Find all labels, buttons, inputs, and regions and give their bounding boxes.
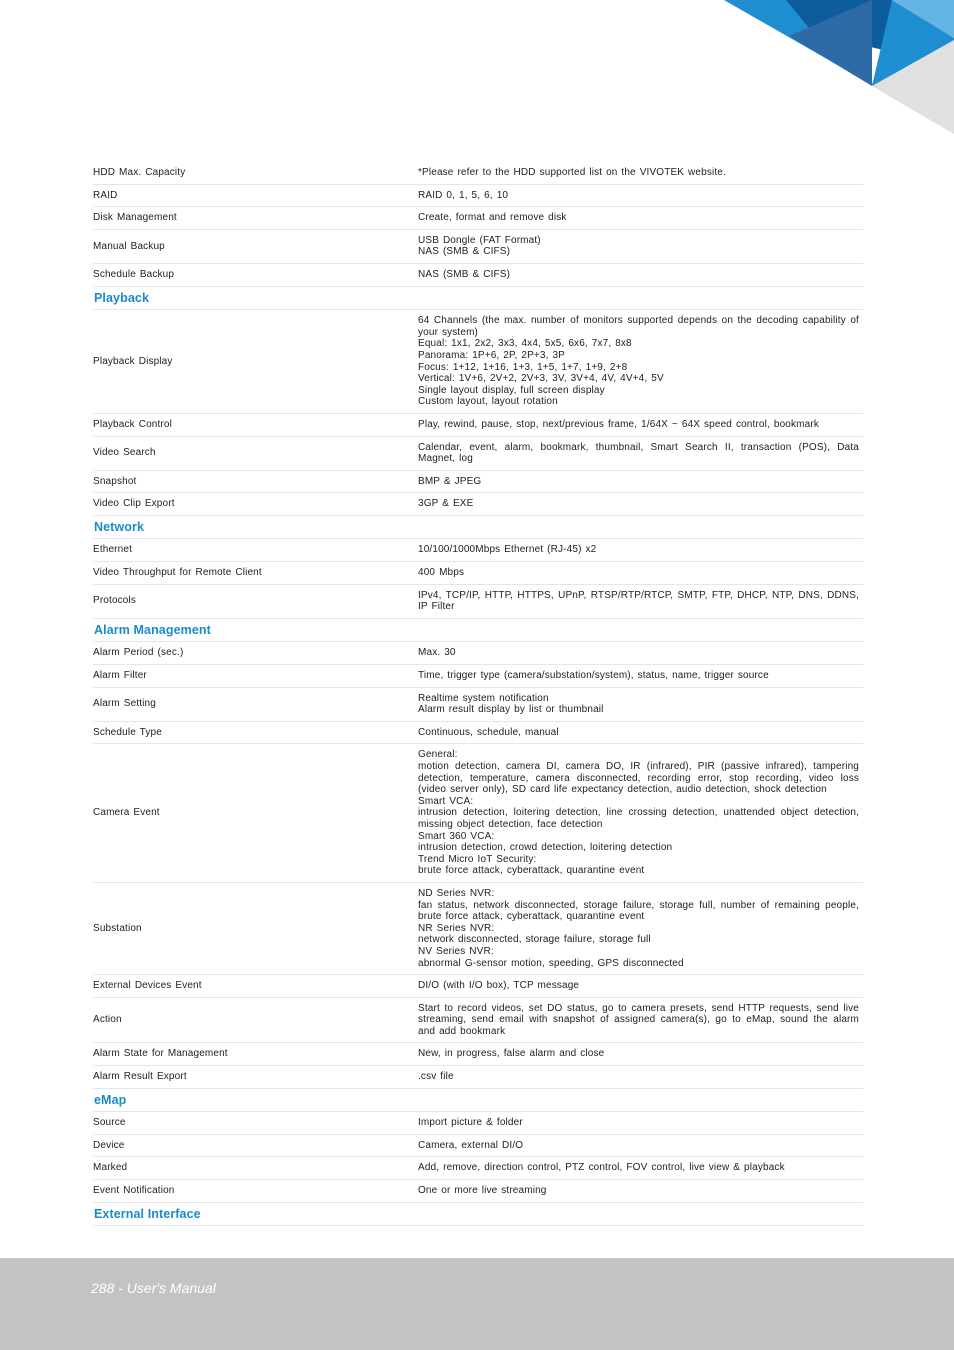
spec-value-line: BMP & JPEG — [418, 475, 482, 487]
spec-value-line: USB Dongle (FAT Format) — [418, 234, 541, 246]
spec-value — [418, 562, 863, 585]
spec-value-line: abnormal G-sensor motion, speeding, GPS disconnected — [418, 957, 684, 969]
spec-value — [418, 310, 863, 414]
spec-value — [418, 413, 863, 436]
spec-row — [93, 184, 863, 207]
spec-value — [418, 665, 863, 688]
spec-value — [418, 687, 863, 721]
spec-value-line: RAID 0, 1, 5, 6, 10 — [418, 189, 509, 201]
spec-value — [418, 470, 863, 493]
spec-row — [93, 539, 863, 562]
spec-value-line: Alarm result display by list or thumbnail — [418, 704, 604, 716]
spec-value-line: New, in progress, false alarm and close — [418, 1048, 605, 1060]
spec-value-line: Camera, external DI/O — [418, 1139, 524, 1151]
spec-row — [93, 1043, 863, 1066]
spec-value — [418, 1066, 863, 1089]
spec-value — [418, 721, 863, 744]
spec-value-line: Max. 30 — [418, 647, 456, 659]
spec-value-line: 3GP & EXE — [418, 498, 474, 510]
spec-value — [418, 1157, 863, 1180]
spec-row — [93, 470, 863, 493]
spec-value — [418, 184, 863, 207]
spec-value — [418, 584, 863, 618]
spec-label: Substation — [93, 882, 418, 974]
spec-value-line: Add, remove, direction control, PTZ control, FOV control, live view & playback — [418, 1162, 785, 1174]
spec-value-line: Single layout display, full screen display — [418, 384, 605, 396]
spec-row — [93, 562, 863, 585]
spec-label: Video Throughput for Remote Client — [93, 562, 418, 585]
spec-value-line: Trend Micro IoT Security: — [418, 853, 537, 865]
spec-label: Ethernet — [93, 539, 418, 562]
spec-value — [418, 1180, 863, 1203]
section-title: eMap — [93, 1088, 863, 1112]
spec-label: Camera Event — [93, 744, 418, 883]
spec-row — [93, 882, 863, 974]
spec-row — [93, 665, 863, 688]
spec-row — [93, 229, 863, 263]
section-header — [93, 618, 863, 642]
spec-value-line: NV Series NVR: — [418, 945, 494, 957]
spec-label: Alarm Period (sec.) — [93, 642, 418, 665]
spec-row — [93, 493, 863, 516]
spec-value — [418, 744, 863, 883]
spec-value — [418, 1043, 863, 1066]
spec-label: Alarm State for Management — [93, 1043, 418, 1066]
spec-value-line: Panorama: 1P+6, 2P, 2P+3, 3P — [418, 349, 566, 361]
spec-value-line: Time, trigger type (camera/substation/system), status, name, trigger source — [418, 670, 769, 682]
spec-value-line: General: — [418, 749, 458, 761]
spec-label: Schedule Backup — [93, 263, 418, 286]
spec-value — [418, 1112, 863, 1135]
spec-value-line: intrusion detection, crowd detection, loitering detection — [418, 842, 673, 854]
footer-bar — [0, 1258, 954, 1350]
spec-row — [93, 207, 863, 230]
spec-value-line: network disconnected, storage failure, storage full — [418, 934, 651, 946]
spec-value-line: brute force attack, cyberattack, quarantine event — [418, 865, 645, 877]
spec-label: Manual Backup — [93, 229, 418, 263]
section-header — [93, 515, 863, 539]
spec-value-line: Create, format and remove disk — [418, 212, 567, 224]
spec-value — [418, 1134, 863, 1157]
spec-label: Alarm Filter — [93, 665, 418, 688]
spec-row — [93, 310, 863, 414]
spec-label: Playback Control — [93, 413, 418, 436]
spec-value — [418, 207, 863, 230]
spec-value-line: NAS (SMB & CIFS) — [418, 246, 511, 258]
spec-value-line: IPv4, TCP/IP, HTTP, HTTPS, UPnP, RTSP/RTP/RTCP, SMTP, FTP, DHCP, NTP, DNS, DDNS, IP Filter — [418, 589, 859, 613]
spec-value-line: *Please refer to the HDD supported list on the VIVOTEK website. — [418, 167, 726, 178]
spec-value-line: Equal: 1x1, 2x2, 3x3, 4x4, 5x5, 6x6, 7x7, 8x8 — [418, 338, 632, 350]
spec-label: Disk Management — [93, 207, 418, 230]
spec-row — [93, 1066, 863, 1089]
spec-value-line: Smart 360 VCA: — [418, 830, 495, 842]
spec-table — [93, 162, 863, 1226]
spec-label: Alarm Setting — [93, 687, 418, 721]
spec-value-line: Import picture & folder — [418, 1117, 523, 1129]
spec-row — [93, 744, 863, 883]
spec-value-line: Smart VCA: — [418, 795, 474, 807]
spec-label: Video Clip Export — [93, 493, 418, 516]
spec-value — [418, 436, 863, 470]
spec-value-line: DI/O (with I/O box), TCP message — [418, 980, 580, 992]
page-number-label: 288 - User's Manual — [91, 1280, 216, 1296]
spec-value — [418, 539, 863, 562]
spec-value-line: NR Series NVR: — [418, 922, 495, 934]
corner-decoration — [714, 0, 954, 140]
spec-label: RAID — [93, 184, 418, 207]
spec-value-line: Calendar, event, alarm, bookmark, thumbnail, Smart Search II, transaction (POS), Data Magnet, log — [418, 441, 859, 465]
spec-value — [418, 975, 863, 998]
spec-row — [93, 1134, 863, 1157]
spec-value-line: .csv file — [418, 1071, 454, 1083]
spec-value — [418, 493, 863, 516]
spec-label: Protocols — [93, 584, 418, 618]
spec-value — [418, 997, 863, 1043]
spec-label: Device — [93, 1134, 418, 1157]
spec-label: Action — [93, 997, 418, 1043]
section-header — [93, 1202, 863, 1226]
spec-label: Alarm Result Export — [93, 1066, 418, 1089]
section-header — [93, 1088, 863, 1112]
spec-value-line: Continuous, schedule, manual — [418, 726, 559, 738]
spec-value-line: Vertical: 1V+6, 2V+2, 2V+3, 3V, 3V+4, 4V, 4V+4, 5V — [418, 373, 664, 385]
section-title: External Interface — [93, 1202, 863, 1226]
spec-row — [93, 162, 863, 184]
spec-value — [418, 642, 863, 665]
spec-value-line: ND Series NVR: — [418, 887, 495, 899]
section-title: Network — [93, 515, 863, 539]
spec-label: Source — [93, 1112, 418, 1135]
section-title: Playback — [93, 286, 863, 310]
spec-label: Playback Display — [93, 310, 418, 414]
spec-label: Snapshot — [93, 470, 418, 493]
spec-value-line: motion detection, camera DI, camera DO, IR (infrared), PIR (passive infrared), tampering detection, temperature, camera disconnected, recording error, stop recording, video loss (video server only), SD card life expectancy detection, audio detection, shock detection — [418, 761, 859, 796]
spec-row — [93, 687, 863, 721]
spec-row — [93, 642, 863, 665]
spec-row — [93, 584, 863, 618]
spec-value-line: Start to record videos, set DO status, go to camera presets, send HTTP requests, send live streaming, send email with snapshot of assigned camera(s), go to eMap, sound the alarm and add bookmark — [418, 1002, 859, 1037]
spec-row — [93, 1157, 863, 1180]
spec-label: Event Notification — [93, 1180, 418, 1203]
spec-table-body — [93, 162, 863, 1226]
section-title: Alarm Management — [93, 618, 863, 642]
section-header — [93, 286, 863, 310]
spec-row — [93, 436, 863, 470]
spec-row — [93, 413, 863, 436]
spec-row — [93, 975, 863, 998]
spec-row — [93, 721, 863, 744]
spec-value-line: intrusion detection, loitering detection, line crossing detection, unattended object detection, missing object detection, face detection — [418, 807, 859, 830]
spec-row — [93, 1112, 863, 1135]
spec-value — [418, 263, 863, 286]
spec-value — [418, 229, 863, 263]
spec-label: Video Search — [93, 436, 418, 470]
spec-value — [418, 162, 863, 184]
spec-value-line: NAS (SMB & CIFS) — [418, 268, 511, 280]
spec-row — [93, 263, 863, 286]
spec-value-line: Realtime system notification — [418, 692, 549, 704]
spec-row — [93, 1180, 863, 1203]
spec-label: Schedule Type — [93, 721, 418, 744]
spec-label: Marked — [93, 1157, 418, 1180]
spec-value-line: 64 Channels (the max. number of monitors supported depends on the decoding capability of your system) — [418, 315, 859, 338]
spec-row — [93, 997, 863, 1043]
spec-value — [418, 882, 863, 974]
spec-value-line: Focus: 1+12, 1+16, 1+3, 1+5, 1+7, 1+9, 2+8 — [418, 361, 628, 373]
spec-value-line: 400 Mbps — [418, 567, 465, 579]
spec-value-line: One or more live streaming — [418, 1185, 547, 1197]
spec-value-line: 10/100/1000Mbps Ethernet (RJ-45) x2 — [418, 544, 597, 556]
spec-label: External Devices Event — [93, 975, 418, 998]
spec-value-line: Custom layout, layout rotation — [418, 396, 558, 408]
spec-value-line: fan status, network disconnected, storage failure, storage full, number of remaining people, brute force attack, cyberattack, quarantine event — [418, 899, 859, 923]
spec-value-line: Play, rewind, pause, stop, next/previous frame, 1/64X ~ 64X speed control, bookmark — [418, 418, 819, 430]
spec-label: HDD Max. Capacity — [93, 162, 418, 184]
